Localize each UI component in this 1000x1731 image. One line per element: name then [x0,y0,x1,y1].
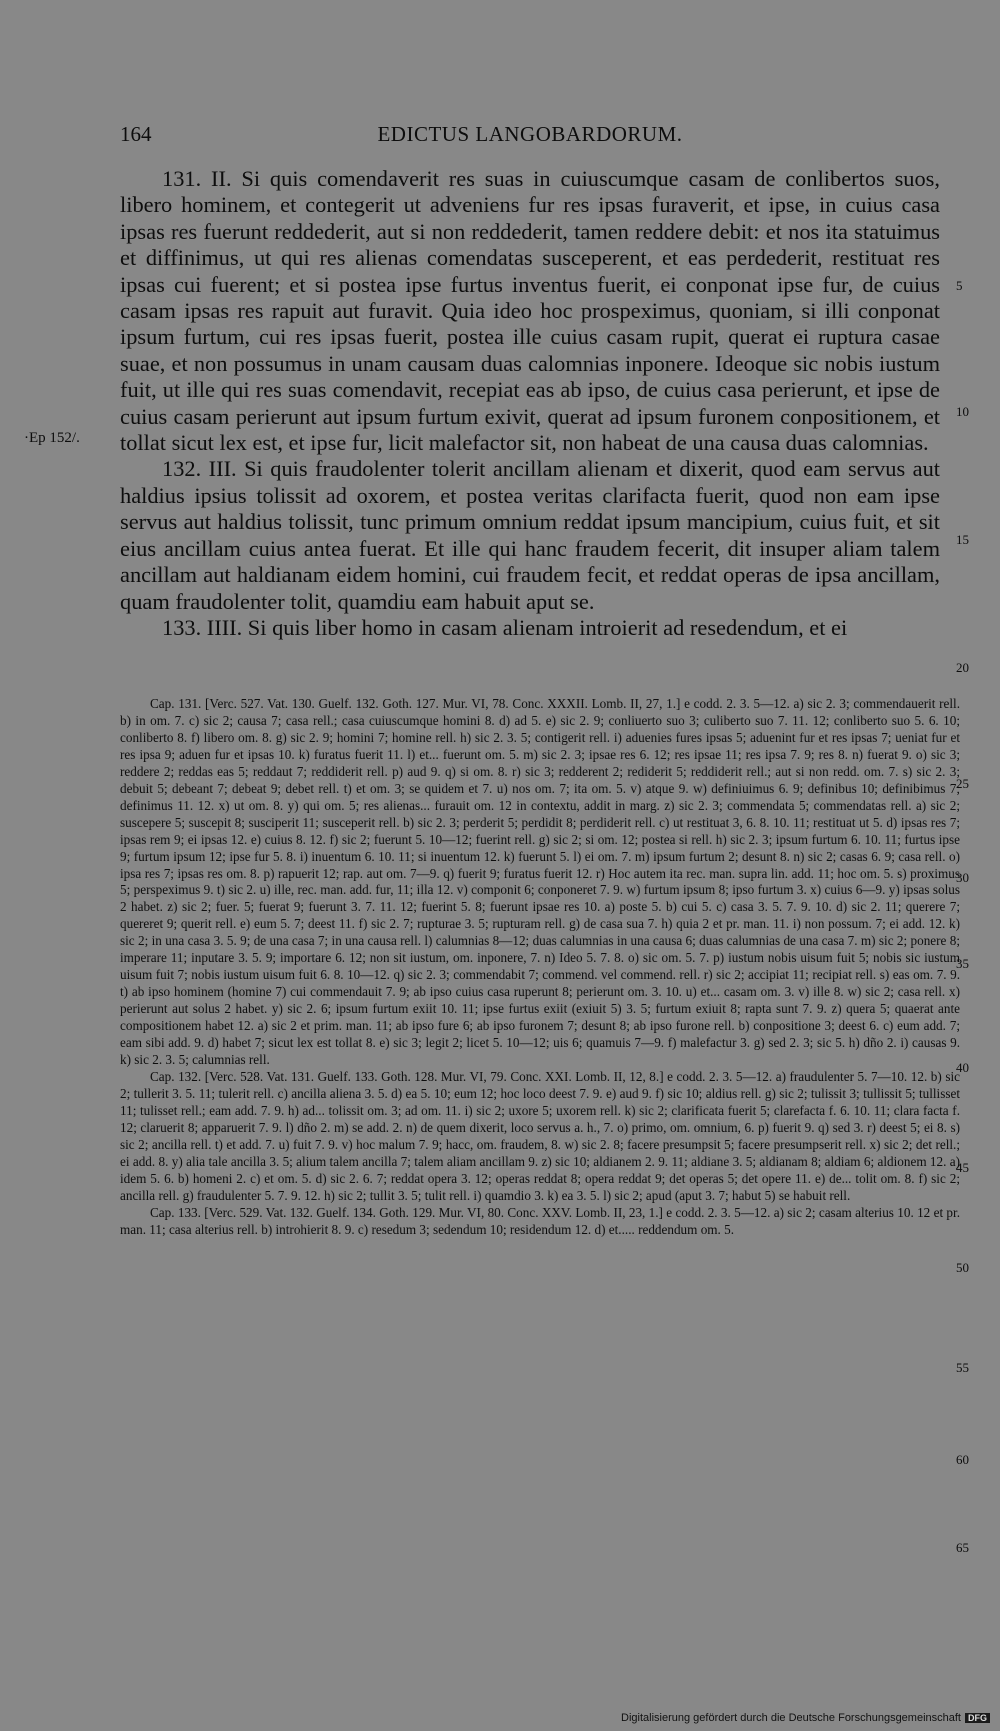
digitization-credit [621,1712,990,1724]
margin-reference: ·Ep 152/. [24,430,80,446]
line-number: 35 [956,956,969,971]
line-number: 5 [956,278,963,293]
line-number: 20 [956,660,969,675]
line-number: 15 [956,532,969,547]
dfg-logo: DFG [965,1713,990,1723]
running-title: EDICTUS LANGOBARDORUM. [377,122,683,146]
line-number: 65 [956,1540,969,1555]
page-number: 164 [120,122,152,146]
line-number: 30 [956,870,969,885]
apparatus-chapter-132: Cap. 132. [Verc. 528. Vat. 131. Guelf. 133. Goth. 128. Mur. VI, 79. Conc. XXI. Lomb. II, 12, 8.] e codd. 2. 3. 5—12. a) fraudulenter 5. 7—10. 12. b) sic 2; tullerit 3. 5. 11; tulerit rell. c) ancilla aliena 3. 5. d) ea 5. 10; eum 12; hoc loco deest 7. 9. e) aud 9. f) sic 10; aldius rell. g) sic 2; tulissit 3; tullissit 5; tullisset 11; tulisset rell.; eam add. 7. 9. h) ad... tolissit om. 3; ad om. 11. i) sic 2; uxore 5; uxorem rell. k) sic 2; clarificata fuerit 5; clarefacta f. 6. 10. 11; clara facta f. 12; claruerit 8; apparuerit 7. 9. l) dño 2. m) se add. 2. n) de quem dixerit, loco servus a. h., 7. o) primo, om. omnium, 6. p) fuerit 9. q) sed 3. r) deest 5; ei 8. s) sic 2; ancilla rell. t) et add. 7. u) fuit 7. 9. v) hoc malum 7. 9; hacc, om. fraudem, 8. w) sic 2. 8; facere presumpsit 5; facere presumpserit rell. x) sic 2; det rell.; ei add. 8. y) alia tale ancilla 3. 5; alium talem ancilla 7; talem aliam ancillam 9. z) sic 10; aldianem 2. 9. 11; aldiane 3. 5; aldianam 8; aldiam 6; aldionem 12. a) idem 5. 6. b) homeni 2. c) et om. 5. d) sic 2. 6. 7; reddat opera 3. 12; operas reddat 8; opera reddat 9; det operas 5; det opere 11. e) de... tolit om. 8. f) sic 2; ancilla rell. g) fraudulenter 5. 7. 9. 12. h) sic 2; tullit 3. 5; tulit rell. i) quamdio 3. k) ea 3. 5. l) sic 2; apud (aput 3. 7; habut 5) se habuit rell. [120,1068,960,1203]
line-number: 50 [956,1260,969,1275]
line-number: 45 [956,1160,969,1175]
critical-apparatus [120,696,960,1239]
apparatus-chapter-131: Cap. 131. [Verc. 527. Vat. 130. Guelf. 132. Goth. 127. Mur. VI, 78. Conc. XXXII. Lomb. II, 27, 1.] e codd. 2. 3. 5—12. a) sic 2. 3; commendauerit rell. b) in om. 7. c) sic 2; causa 7; casa rell.; casa cuiuscumque homini 8. d) ad 5. e) sic 2. 9; conliuerto suo 3; culiberto suo 7. 11. 12; conliberto suo 5. 6. 10; conliberto 8. f) libero om. 8. g) sic 2. 9; homini 7; homine rell. h) sic 2. 3. 5; contigerit rell. i) aduenies fures ipsas 5; aduenint fur et res ipsas 7; ueniat fur et res ipsa 9; aduen fur et ipsas 10. k) furatus fuerit 11. l) et... fuerunt om. 5. m) sic 2. 3; ipsae res 6. 12; res ipsae 11; res ipsa 7. 9; res 8. n) fuerat 9. o) sic 3; reddere 2; reddas eas 5; reddaut 7; reddiderit rell. p) aud 9. q) si om. 8. r) sic 3; redderent 2; rediderit 5; reddiderit rell.; aut si non redd. om. 7. s) sic 2. 3; debuit 5; debeant 7; debeat 9; debet rell. t) et om. 3; se quidem et 7. u) nos om. 7; ita om. 5. v) atque 9. w) definiuimus 6. 9; definibus 10; definibimus 7; definimus 11. 12. x) ut om. 8. y) qui om. 5; res alienas... furauit om. 12 in contextu, addit in marg. z) sic 2. 3; commendata 5; commendatas rell. a) sic 2; suscepere 5; suscepit 8; susciperit 11; susceperit rell. b) sic 2. 3; perderit 5; perdidit 8; perdiderit rell. c) ut restituat 3, 6. 8. 10. 11; restituat ut 5. d) ipsas res 7; ipsas rem 9; ei ipsas 12. e) cuius 8. 12. f) sic 2; fuerunt 5. 10—12; fuerint rell. g) sic 2; si om. 12; postea si rell. h) sic 2. 3; ipsum furtum 6. 10. 11; furtus ipse 9; furtum ipsum 12; ipse fur 5. 8. i) inuentum 6. 10. 11; si inuentum 12. k) fuerunt 5. l) ei om. 7. m) ipsum furtum 2; desunt 8. n) sic 2; casas 6. 9; casa rell. o) ipsa res 7; ipsas res om. 8. p) rapuerit 12; rap. aut om. 7—9. q) fuerit 9; furatus fuerit 12. r) Hoc autem ita rec. man. supra lin. add. 11; hoc om. 5. s) proximus 5; perspeximus 9. t) sic 2. u) ille, rec. man. add. fur, 11; illa 12. v) componit 6; conponeret 7. 9. w) furtum ipsum 8; ipso furtum 3. x) cuius 6—9. y) ipsas solus 2 habet. z) sic 2; fuer. 5; fuerat 9; fuerunt 3. 7. 11. 12; fuerint 5. 8; fuerunt ipsae res 10. a) poste 5. b) cui 5. c) casa 3. 5. 7. 9. 10. d) sic 2. 11; querere 7; quereret 9; querit rell. e) eum 5. 7; deest 11. f) sic 2. 7; rupturae 3. 5; rupturam rell. g) de casa sua 7. h) quia 2 et pr. man. 11. i) non possum. 7; ei add. 12. k) sic 2; in una casa 3. 5. 9; de una casa 7; in una causa rell. l) calumnias 8—12; duas calumnias in una causa 6; duas calumnias de una casa 7. m) sic 2; ponere 8; imperare 11; inputare 3. 5. 9; importare 6. 12; non sit iustum, om. inponere, 7. n) Ideo 5. 7. 8. o) sic om. 5. 7. p) iustum nobis uisum fuit 5; nobis sic iustum uisum fuit 7; nobis iustum uisum fuit 6. 8. 10—12. q) sic 2. 3; commendabit 7; commend. vel commend. rell. r) sic 2; accipiat 11; recipiat rell. s) eas om. 7. 9. t) ab ipso hominem (homine 7) cui commendauit 7. 9; ab ipso cuius casa ruperunt 8; perierunt om. 3. 10. u) et... casam om. 3. v) ille 8. w) sic 2; casa rell. x) perierunt aut solus 2 habet. y) sic 2. 6; ipsum furtum exiit 10. 11; ipse furtus exiit (exiuit 5) 3. 5; furtum exiuit 8; rapta sunt 7. 9. z) quera 5; quaerat ante compositionem habet 12. a) sic 2 et prim. man. 11; ab ipso fure 6; ab ipso furonem 7; desunt 8; ab ipso furone rell. b) conpositione 3; deest 6. c) eum add. 7; eam sibi add. 9. d) habet 7; sicut lex est tollat 8. e) sic 3; legit 2; licet 5. 10—12; uis 6; quamuis 7—9. f) malefactur 3. g) sed 2. 3; sic 5. h) dño 2. i) causas 9. k) sic 2. 3. 5; calumnias rell. [120,696,960,1068]
line-number: 25 [956,776,969,791]
line-number: 10 [956,404,969,419]
chapter-132: 132. III. Si quis fraudolenter tolerit ancillam alienam et dixerit, quod eam servus aut haldius ipsius tolissit ad oxorem, et postea veritas clarifacta fuerit, quod non eam ipse servus aut haldius tolissit, tunc primum omnium reddat ipsum mancipium, cuius fuit, et sit eius ancillam cuius antea fuerat. Et ille qui hanc fraudem fecerit, dit insuper aliam talem ancillam aut haldianam eidem homini, cui fraudem fecit, et reddat operas de ipsa ancillam, quam fraudolenter tolit, quamdiu eam habuit aput se. [120,456,940,614]
line-number: 60 [956,1452,969,1467]
main-text [120,166,940,641]
apparatus-chapter-133: Cap. 133. [Verc. 529. Vat. 132. Guelf. 134. Goth. 129. Mur. VI, 80. Conc. XXV. Lomb. II, 23, 1.] e codd. 2. 3. 5—12. a) sic 2; casam alterius 10. 12 et pr. man. 11; casa alterius rell. b) introhierit 8. 9. c) resedum 3; sedendum 10; residendum 12. d) et..... reddendum om. 5. [120,1204,960,1237]
chapter-131: 131. II. Si quis comendaverit res suas in cuiuscumque casam de conlibertos suos, libero hominem, et contegerit ut adveniens fur res ipsas furaverit, et ipse, in cuius casa ipsas res fuerunt reddederit, aut si non reddederit, tamen reddere debit: et nos ita statuimus et diffinimus, ut qui res alienas comendatas susceperent, et eas perdederit, restituat res ipsas cui fuerent; et si postea ipse furtus inventus fuerit, ei conponat ipse fur, de cuius casam ipsas res rapuit aut furavit. Quia ideo hoc prospeximus, quoniam, si illi conponat ipsum furtum, cui res ipsas fuerit, postea ille cuius casam rupit, querat ei ruptura casae suae, et non possumus in unam causam duas calomnias inponere. Ideoque sic nobis iustum fuit, ut ille qui res suas comendavit, recepiat eas ab ipso, de cuius casa perierunt, et ipse de cuius casam perierunt aut ipsum furtum exivit, querat ad ipsum furonem conpositionem, et tollat sicut lex est, et ipse fur, licit malefactor sit, non habeat de una causa duas calomnias. [120,166,940,456]
page-header [120,122,940,152]
chapter-133: 133. IIII. Si quis liber homo in casam alienam introierit ad resedendum, et ei [162,614,848,640]
credit-text: Digitalisierung gefördert durch die Deutsche Forschungsgemeinschaft [621,1712,961,1724]
line-number: 40 [956,1060,969,1075]
line-number: 55 [956,1360,969,1375]
